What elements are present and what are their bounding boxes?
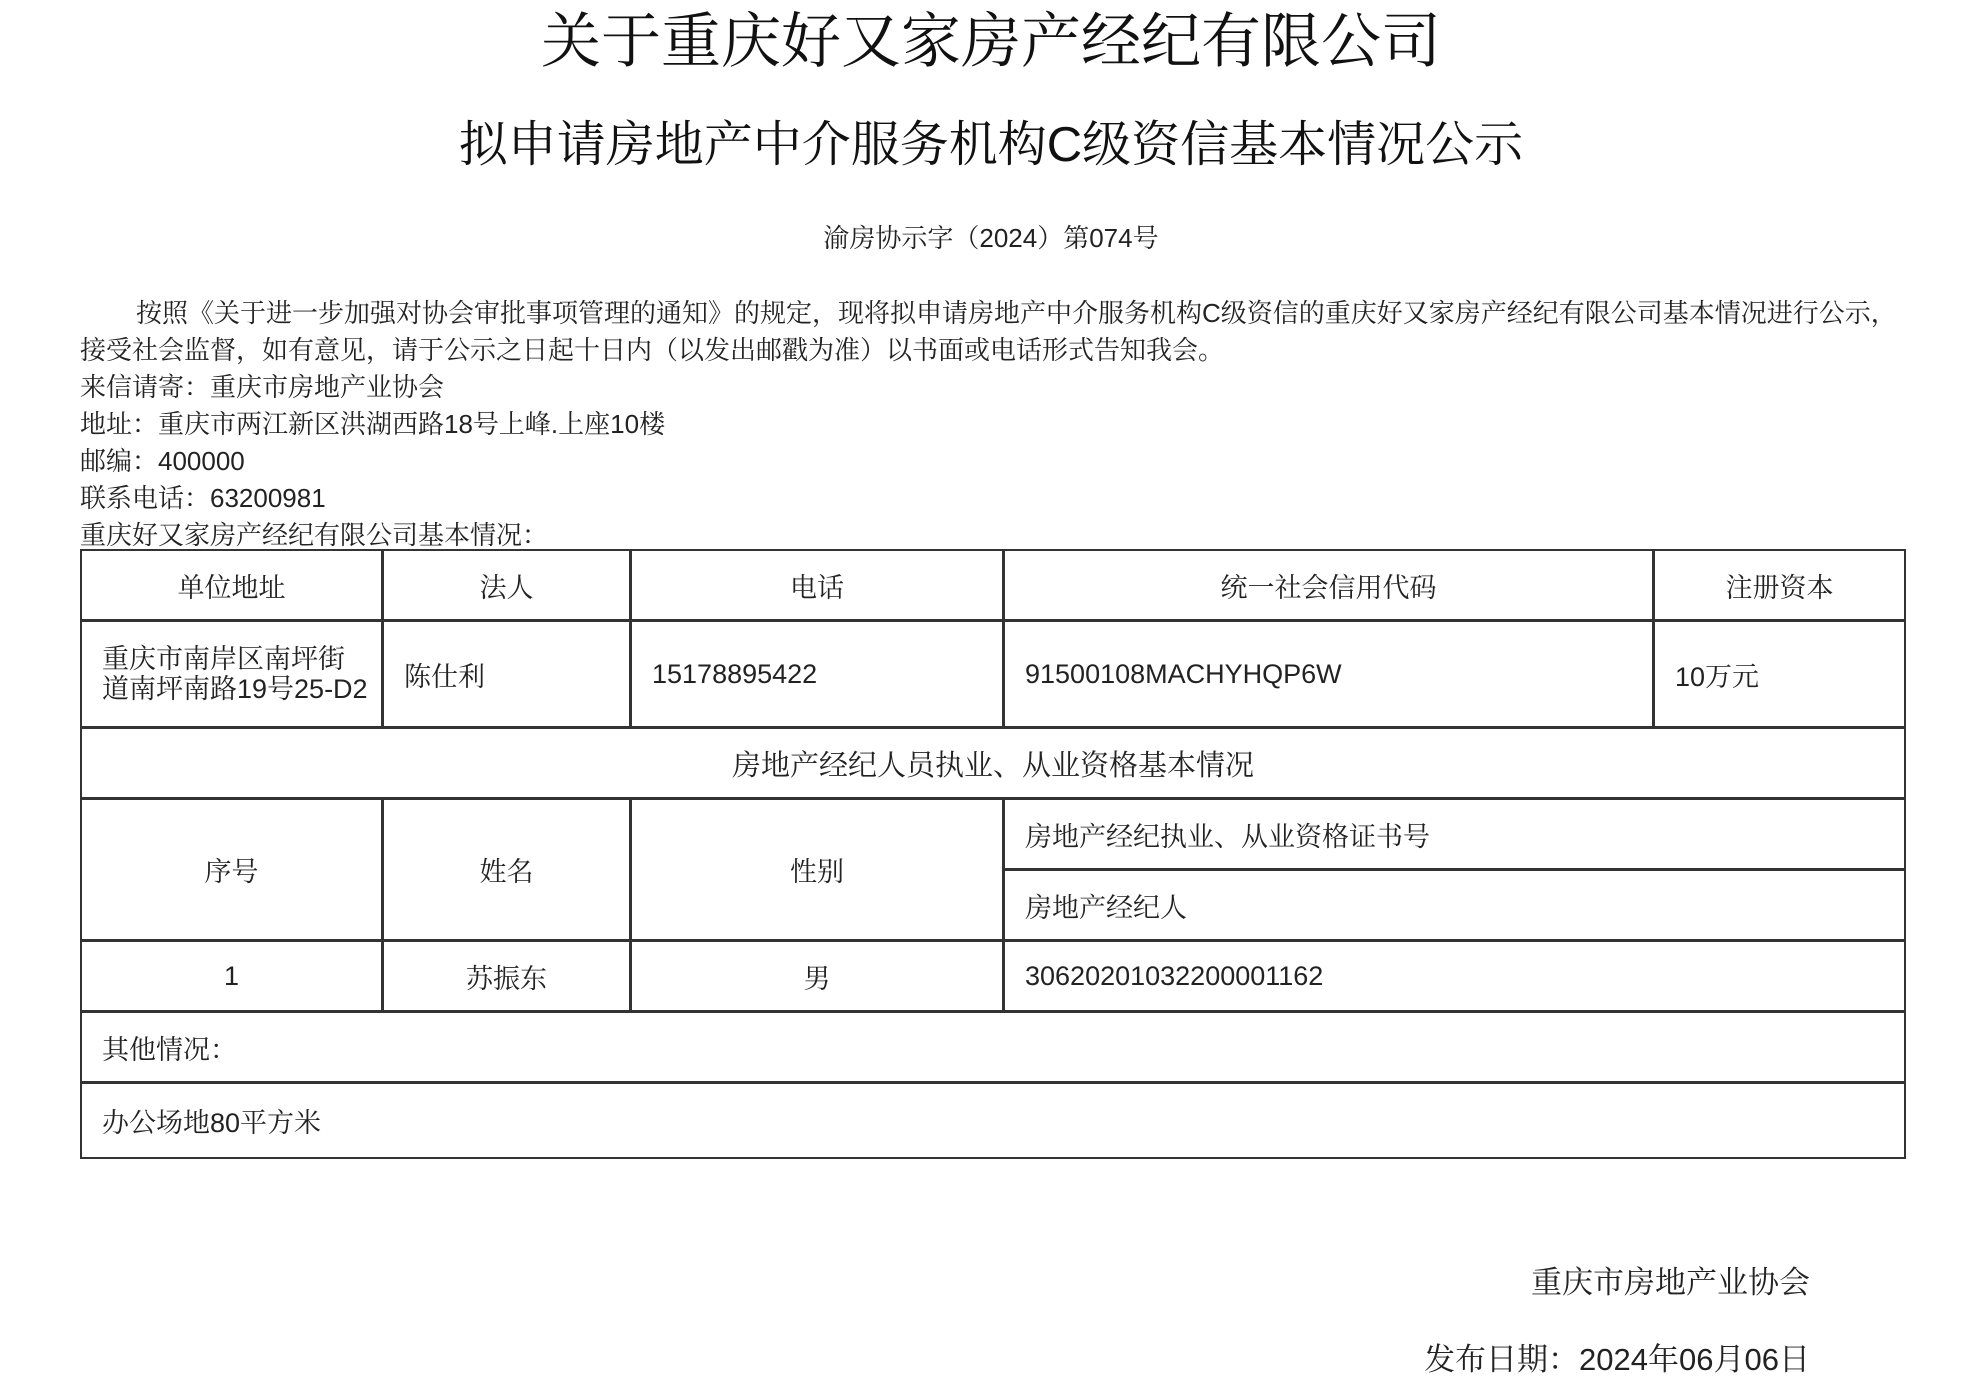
- legal-person: 陈仕利: [404, 661, 485, 692]
- postcode: 邮编：400000: [80, 446, 245, 476]
- header-cert-subtitle: 房地产经纪人: [1025, 892, 1187, 923]
- company-phone: 15178895422: [652, 658, 818, 689]
- header-unit-address: 单位地址: [177, 572, 286, 603]
- header-phone: 电话: [790, 572, 844, 603]
- document-number: 渝房协示字（2024）第074号: [823, 223, 1159, 253]
- company-info-table: [80, 549, 1906, 1159]
- agents-section-title: 房地产经纪人员执业、从业资格基本情况: [731, 749, 1254, 782]
- company-intro: 重庆好又家房产经纪有限公司基本情况：: [80, 520, 549, 550]
- other-info-label: 其他情况：: [102, 1034, 237, 1065]
- address: 地址：重庆市两江新区洪湖西路18号上峰.上座10楼: [80, 409, 666, 439]
- agent-name: 苏振东: [466, 963, 547, 994]
- mail-to: 来信请寄：重庆市房地产业协会: [80, 372, 445, 402]
- header-legal-person: 法人: [479, 572, 534, 603]
- header-credit-code: 统一社会信用代码: [1220, 572, 1437, 603]
- agent-seq: 1: [223, 960, 240, 991]
- company-address: 重庆市南岸区南坪街道南坪南路19号25-D2: [102, 644, 368, 704]
- other-info-value: 办公场地80平方米: [102, 1108, 322, 1138]
- document-title: 关于重庆好又家房产经纪有限公司: [541, 8, 1441, 75]
- document-subtitle: 拟申请房地产中介服务机构C级资信基本情况公示: [458, 118, 1524, 172]
- header-seq: 序号: [204, 857, 259, 887]
- header-registered-capital: 注册资本: [1725, 572, 1834, 603]
- header-name: 姓名: [479, 857, 534, 887]
- registered-capital: 10万元: [1675, 661, 1760, 692]
- header-cert-title: 房地产经纪执业、从业资格证书号: [1025, 821, 1430, 852]
- credit-code: 91500108MACHYHQP6W: [1025, 658, 1342, 689]
- notice-body: [80, 295, 1900, 554]
- contact-phone: 联系电话：63200981: [80, 483, 326, 513]
- agent-gender: 男: [803, 963, 831, 994]
- header-gender: 性别: [790, 857, 844, 887]
- agent-cert-number: 30620201032200001162: [1025, 960, 1324, 991]
- publish-date: 发布日期：2024年06月06日: [1424, 1342, 1810, 1377]
- issuing-organization: 重庆市房地产业协会: [1531, 1265, 1810, 1300]
- notice-paragraph: 按照《关于进一步加强对协会审批事项管理的通知》的规定，现将拟申请房地产中介服务机构C级资信的重庆好又家房产经纪有限公司基本情况进行公示，接受社会监督，如有意见，请于公示之日起十日内（以发出邮戳为准）以书面或电话形式告知我会。: [80, 298, 1897, 365]
